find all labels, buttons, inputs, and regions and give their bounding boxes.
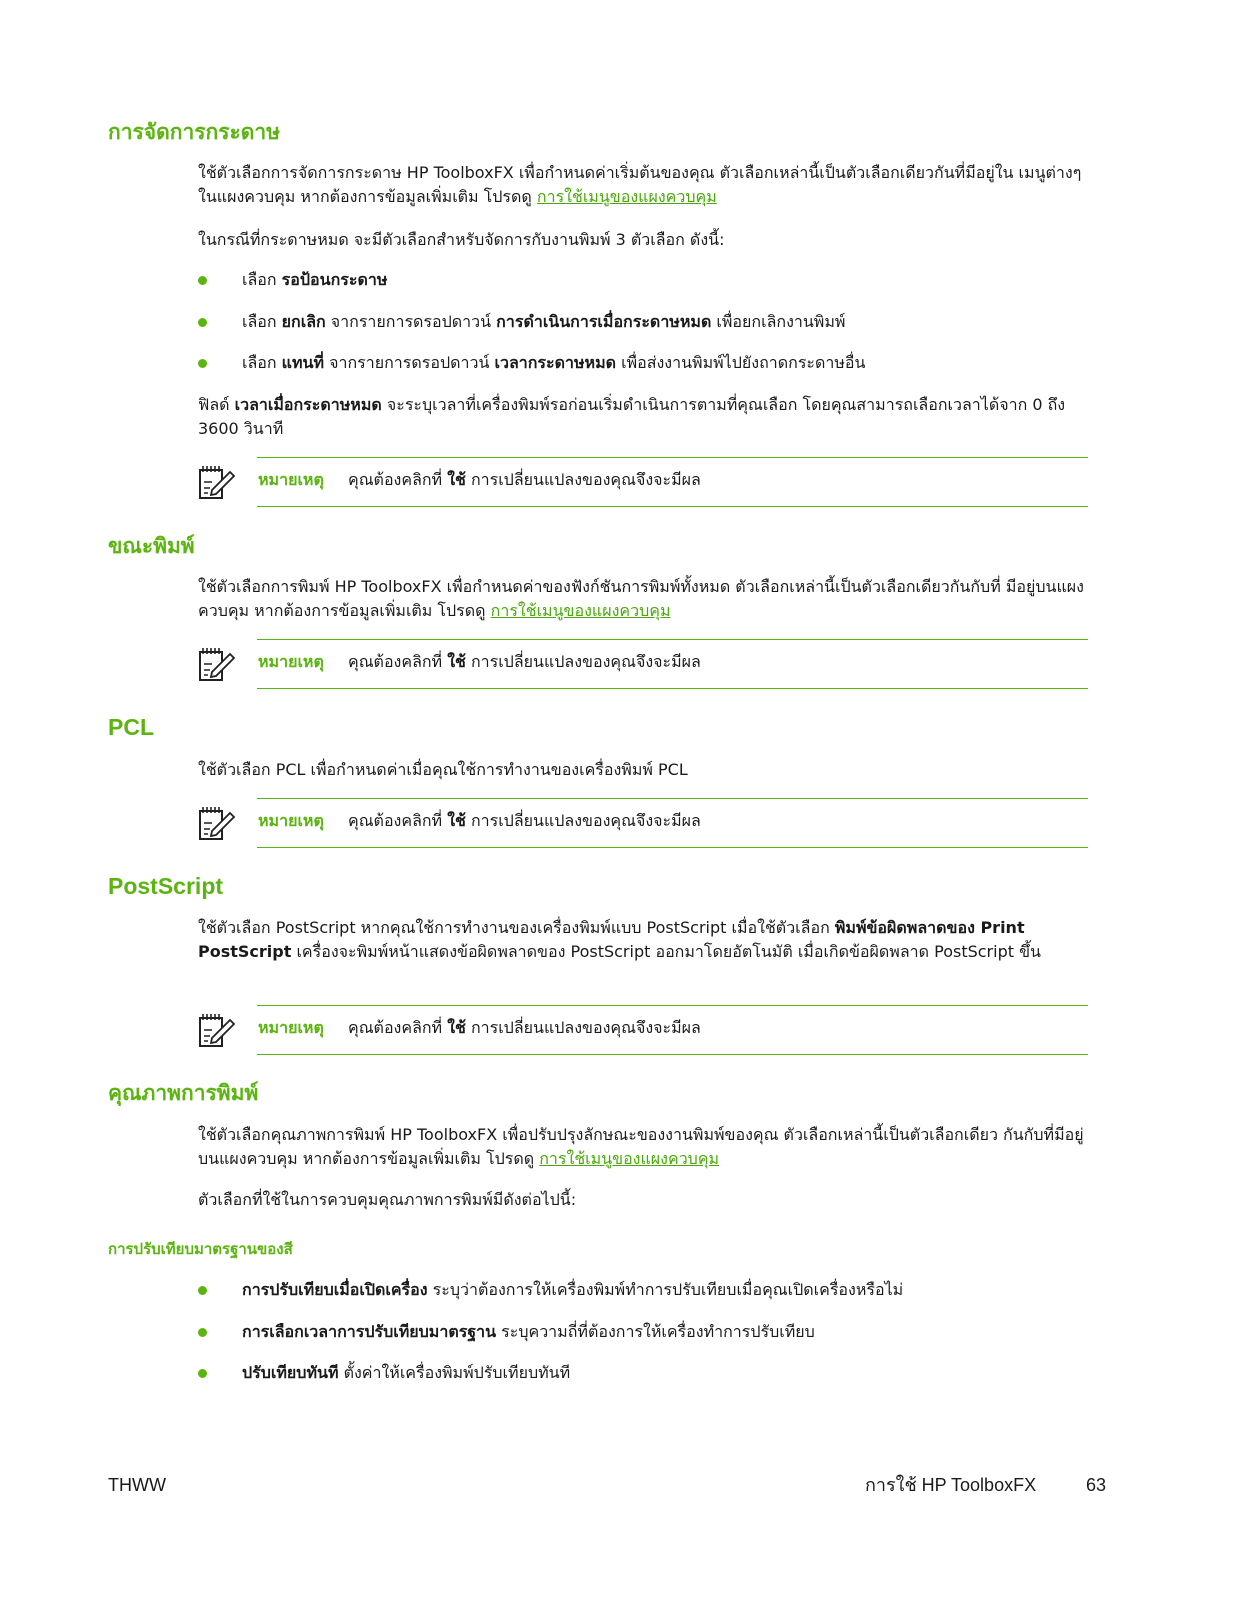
heading-print-quality: คุณภาพการพิมพ์ bbox=[108, 1081, 259, 1105]
list-item-text: เลือก รอป้อนกระดาษ bbox=[242, 270, 388, 289]
note-rule-bottom bbox=[257, 1054, 1088, 1055]
note-pad-icon bbox=[196, 1010, 236, 1050]
note-rule-top bbox=[257, 457, 1088, 458]
bullet-icon bbox=[198, 359, 207, 368]
note-pad-icon bbox=[196, 644, 236, 684]
paper-intro-paragraph bbox=[198, 161, 1098, 209]
control-panel-menu-link[interactable]: การใช้เมนูของแผงควบคุม bbox=[539, 1149, 720, 1168]
note-text: คุณต้องคลิกที่ ใช้ การเปลี่ยนแปลงของคุณจึงจะมีผล bbox=[348, 1018, 701, 1037]
list-item-text: การเลือกเวลาการปรับเทียบมาตรฐาน ระบุความถี่ที่ต้องการให้เครื่องทำการปรับเทียบ bbox=[242, 1322, 815, 1341]
paper-options-intro: ในกรณีที่กระดาษหมด จะมีตัวเลือกสำหรับจัดการกับงานพิมพ์ 3 ตัวเลือก ดังนี้: bbox=[198, 230, 725, 249]
bullet-icon bbox=[198, 1328, 207, 1337]
footer-chapter-title: การใช้ HP ToolboxFX bbox=[865, 1475, 1037, 1495]
bullet-icon bbox=[198, 276, 207, 285]
note-text: คุณต้องคลิกที่ ใช้ การเปลี่ยนแปลงของคุณจึงจะมีผล bbox=[348, 811, 701, 830]
heading-printing: ขณะพิมพ์ bbox=[108, 534, 195, 558]
note-label: หมายเหตุ bbox=[258, 1018, 324, 1037]
list-item bbox=[198, 310, 1098, 334]
note-label: หมายเหตุ bbox=[258, 652, 324, 671]
heading-pcl: PCL bbox=[108, 714, 154, 740]
note-box bbox=[196, 798, 1088, 848]
note-rule-bottom bbox=[257, 688, 1088, 689]
postscript-paragraph: ใช้ตัวเลือก PostScript หากคุณใช้การทำงานของเครื่องพิมพ์แบบ PostScript เมื่อใช้ตัวเลือก พิมพ์ข้อผิดพลาดของ Print PostScript เครื่องจะพิมพ์หน้าแสดงข้อผิดพลาดของ PostScript ออกมาโดยอัตโนมัติ เมื่อเกิดข้อผิดพลาด PostScript ขึ้น bbox=[198, 918, 1041, 961]
note-box bbox=[196, 1005, 1088, 1055]
control-panel-menu-link[interactable]: การใช้เมนูของแผงควบคุม bbox=[536, 187, 717, 206]
subheading-color-calibration: การปรับเทียบมาตรฐานของสี bbox=[108, 1240, 293, 1258]
footer-page-number: 63 bbox=[1086, 1475, 1107, 1495]
quality-intro-paragraph: ใช้ตัวเลือกคุณภาพการพิมพ์ HP ToolboxFX เพื่อปรับปรุงลักษณะของงานพิมพ์ของคุณ ตัวเลือกเหล่านี้เป็นตัวเลือกเดียว กันกับที่มีอยู่บนแผงควบคุม หากต้องการข้อมูลเพิ่มเติม โปรดดู การใช้เมนูของแผงควบคุม bbox=[198, 1125, 1084, 1168]
list-item bbox=[198, 1278, 1098, 1302]
heading-paper-handling: การจัดการกระดาษ bbox=[108, 120, 281, 144]
list-item-text: เลือก ยกเลิก จากรายการดรอปดาวน์ การดำเนินการเมื่อกระดาษหมด เพื่อยกเลิกงานพิมพ์ bbox=[242, 312, 846, 331]
note-pad-icon bbox=[196, 803, 236, 843]
note-pad-icon bbox=[196, 462, 236, 502]
note-rule-top bbox=[257, 639, 1088, 640]
footer-left: THWW bbox=[108, 1475, 166, 1495]
note-text: คุณต้องคลิกที่ ใช้ การเปลี่ยนแปลงของคุณจึงจะมีผล bbox=[348, 652, 701, 671]
bullet-icon bbox=[198, 1286, 207, 1295]
note-rule-bottom bbox=[257, 506, 1088, 507]
bullet-icon bbox=[198, 318, 207, 327]
list-item-text: การปรับเทียบเมื่อเปิดเครื่อง ระบุว่าต้องการให้เครื่องพิมพ์ทำการปรับเทียบเมื่อคุณเปิดเครื่องหรือไม่ bbox=[242, 1280, 904, 1299]
control-panel-menu-link[interactable]: การใช้เมนูของแผงควบคุม bbox=[490, 601, 671, 620]
list-item bbox=[198, 351, 1098, 375]
list-item bbox=[198, 1361, 1098, 1385]
note-box bbox=[196, 457, 1088, 507]
paper-timeout-paragraph: ฟิลด์ เวลาเมื่อกระดาษหมด จะระบุเวลาที่เครื่องพิมพ์รอก่อนเริ่มดำเนินการตามที่คุณเลือก โดยคุณสามารถเลือกเวลาได้จาก 0 ถึง 3600 วินาที bbox=[198, 395, 1066, 438]
note-rule-top bbox=[257, 798, 1088, 799]
heading-postscript: PostScript bbox=[108, 873, 224, 899]
paper-intro-text: ใช้ตัวเลือกการจัดการกระดาษ HP ToolboxFX เพื่อกำหนดค่าเริ่มต้นของคุณ ตัวเลือกเหล่านี้เป็นตัวเลือกเดียวกันที่มีอยู่ใน เมนูต่างๆ ในแผงควบคุม หากต้องการข้อมูลเพิ่มเติม โปรดดู bbox=[198, 163, 1082, 206]
list-item-text: ปรับเทียบทันที ตั้งค่าให้เครื่องพิมพ์ปรับเทียบทันที bbox=[242, 1363, 571, 1382]
note-label: หมายเหตุ bbox=[258, 811, 324, 830]
note-box bbox=[196, 639, 1088, 689]
note-label: หมายเหตุ bbox=[258, 470, 324, 489]
quality-options-intro: ตัวเลือกที่ใช้ในการควบคุมคุณภาพการพิมพ์มีดังต่อไปนี้: bbox=[198, 1190, 577, 1209]
bullet-icon bbox=[198, 1369, 207, 1378]
printing-intro-paragraph: ใช้ตัวเลือกการพิมพ์ HP ToolboxFX เพื่อกำหนดค่าของฟังก์ชันการพิมพ์ทั้งหมด ตัวเลือกเหล่านี้เป็นตัวเลือกเดียวกันกับที่ มีอยู่บนแผงควบคุม หากต้องการข้อมูลเพิ่มเติม โปรดดู การใช้เมนูของแผงควบคุม bbox=[198, 577, 1084, 620]
list-item bbox=[198, 268, 1098, 292]
note-rule-bottom bbox=[257, 847, 1088, 848]
list-item-text: เลือก แทนที่ จากรายการดรอปดาวน์ เวลากระดาษหมด เพื่อส่งงานพิมพ์ไปยังถาดกระดาษอื่น bbox=[242, 353, 866, 372]
note-text: คุณต้องคลิกที่ ใช้ การเปลี่ยนแปลงของคุณจึงจะมีผล bbox=[348, 470, 701, 489]
pcl-paragraph: ใช้ตัวเลือก PCL เพื่อกำหนดค่าเมื่อคุณใช้การทำงานของเครื่องพิมพ์ PCL bbox=[198, 760, 688, 779]
note-rule-top bbox=[257, 1005, 1088, 1006]
list-item bbox=[198, 1320, 1098, 1344]
